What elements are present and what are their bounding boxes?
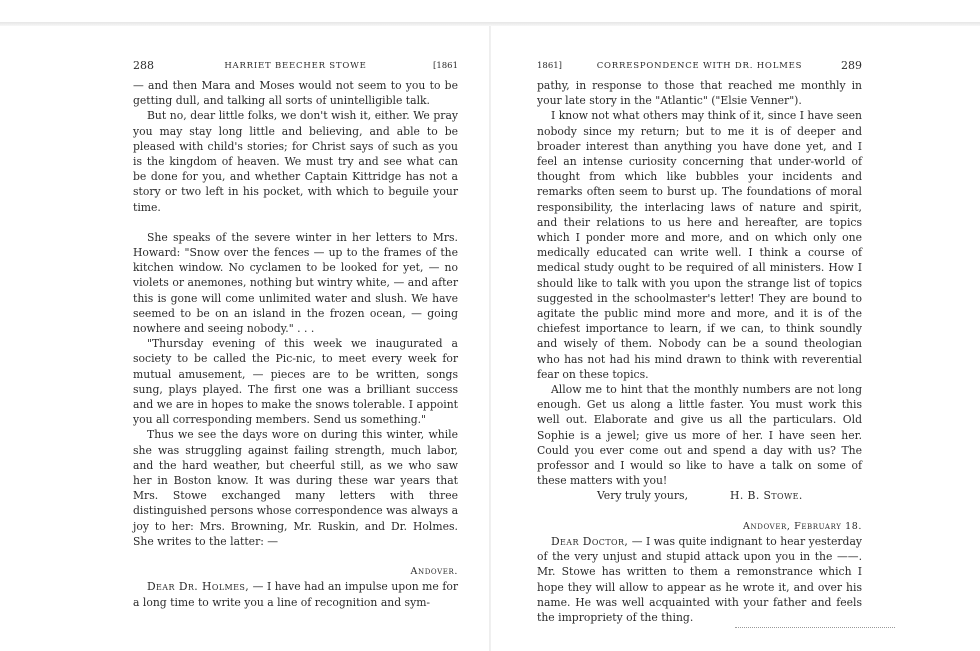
paragraph: — and then Mara and Moses would not seem to you to be getting dull, and talking all sorts of unintelligible talk. bbox=[133, 79, 458, 108]
closing-text: Very truly yours, bbox=[597, 489, 689, 503]
letter-opening-text: — I have had an impulse upon me for a long time to write you a line of recognition and sym- bbox=[133, 580, 458, 609]
left-running-head bbox=[133, 58, 458, 74]
right-body bbox=[537, 78, 862, 625]
paragraph: pathy, in response to those that reached me monthly in your late story in the "Atlantic" ("Elsie Venner"). bbox=[537, 79, 862, 108]
letter2-text: — I was quite indignant to hear yesterday of the very unjust and stupid attack upon you in the ——. Mr. Stowe has written to them a remonstrance which I hope they will allow to appear as he wrote it, and over his name. He was well acquainted with your father and feels the impropriety of the thing. bbox=[537, 534, 862, 624]
paragraph: But no, dear little folks, we don't wish it, either. We pray you may stay long little and believing, and able to be pleased with child's stories; for Christ says of such as you is the kingdom of heaven. We must try and see what can be done for you, and whether Captain Kittridge has not a story or two left in his pocket, with which to beguile your time. bbox=[133, 109, 458, 214]
right-running-head bbox=[537, 58, 862, 74]
running-year-right: 1861] bbox=[537, 61, 562, 71]
running-title-right: CORRESPONDENCE WITH DR. HOLMES bbox=[596, 61, 803, 71]
scan-artifact-line bbox=[735, 627, 895, 629]
page-number-right: 289 bbox=[841, 59, 862, 72]
running-year-left: [1861 bbox=[433, 61, 458, 71]
paragraph: Allow me to hint that the monthly numbers are not long enough. Get us along a little faster. You must work this well out. Elaborate and give us all the particulars. Old Sophie is a jewel; give us more of her. I have seen her. Could you ever come out and spend a day with us? The professor and I would so like to have a talk on some of these matters with you! bbox=[537, 383, 862, 488]
paragraph: She speaks of the severe winter in her letters to Mrs. Howard: "Snow over the fences — up to the frames of the kitchen window. No cyclamen to be looked for yet, — no violets or anemones, nothing but wintry white, — and after this is gone will come unlimited water and slush. We have seemed to be on an island in the frozen ocean, — going nowhere and seeing nobody." . . . bbox=[133, 230, 458, 336]
signature: H. B. Stowe. bbox=[730, 489, 803, 503]
left-body bbox=[133, 78, 458, 610]
left-page bbox=[133, 58, 458, 610]
letter2-body bbox=[537, 534, 862, 625]
letter2-salutation: Dear Doctor, bbox=[551, 534, 629, 548]
right-page bbox=[537, 58, 862, 625]
letter-opening bbox=[133, 579, 458, 609]
letter-salutation: Dear Dr. Holmes, bbox=[147, 580, 250, 594]
running-title-left: HARRIET BEECHER STOWE bbox=[224, 61, 367, 71]
letter-closing bbox=[537, 488, 862, 503]
paragraph: Thus we see the days wore on during this winter, while she was struggling against failing strength, much labor, and the hard weather, but cheerful still, as we who saw her in Boston know. It was during these war years that Mrs. Stowe exchanged many letters with three distinguished persons whose correspondence was always a joy to her: Mrs. Browning, Mr. Ruskin, and Dr. Holmes. She writes to the latter: — bbox=[133, 428, 458, 548]
page-number-left: 288 bbox=[133, 59, 154, 72]
letter2-place: Andover, February 18. bbox=[743, 520, 862, 532]
book-gutter bbox=[489, 26, 491, 651]
paragraph: "Thursday evening of this week we inaugurated a society to be called the Pic-nic, to meet every week for mutual amusement, — pieces are to be written, songs sung, plays played. The first one was a brilliant success and we are in hopes to make the snows tolerable. I appoint you all corresponding members. Send us something." bbox=[133, 337, 458, 427]
paragraph: I know not what others may think of it, since I have seen nobody since my return; but to me it is of deeper and broader interest than anything you have done yet, and I feel an intense curiosity concerning that under-world of thought from which like bubbles your incidents and remarks often seem to burst up. The foundations of moral responsibility, the interlacing laws of nature and spirit, and their relations to us here and hereafter, are topics which I ponder more and more, and on which only one medically educated can write well. I think a course of medical study ought to be required of all ministers. How I should like to talk with you upon the strange list of topics suggested in the schoolmaster's letter! They are bound to agitate the public mind more and more, and it is of the chiefest importance to learn, if we can, to think soundly and wisely of them. Nobody can be a sound theologian who has not had his mind drawn to think with reverential fear on these topics. bbox=[537, 109, 862, 381]
letter-place: Andover. bbox=[410, 566, 458, 578]
